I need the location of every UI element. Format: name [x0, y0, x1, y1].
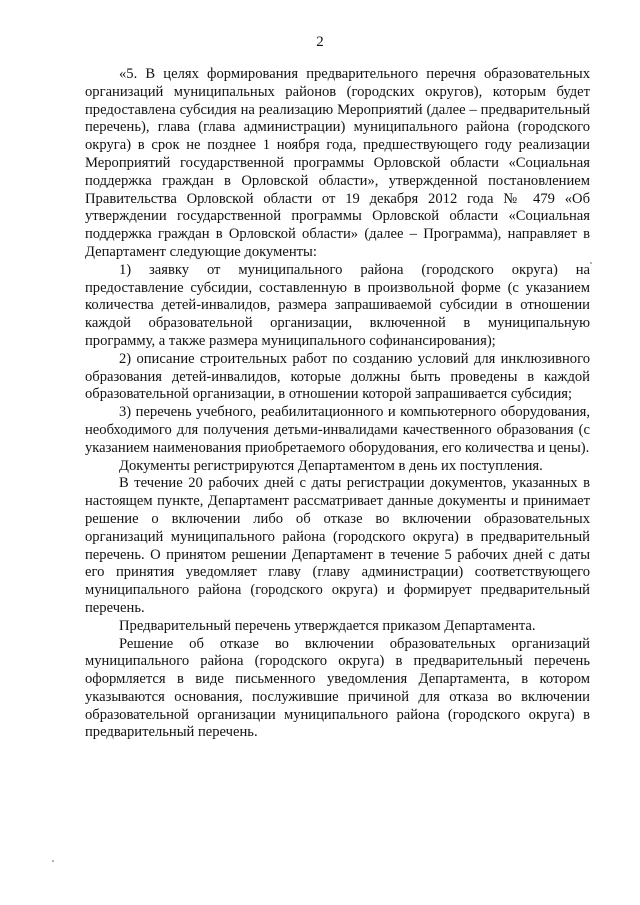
paragraph-registration: Документы регистрируются Департаментом в день их поступления.	[119, 457, 543, 474]
document-body	[85, 66, 590, 742]
scan-speck	[52, 860, 54, 862]
paragraph-approval: Предварительный перечень утверждается приказом Департамента.	[119, 617, 536, 634]
scan-speck	[590, 262, 592, 264]
paragraph-review-period: В течение 20 рабочих дней с даты регистрации документов, указанных в настоящем пункте, Департамент рассматривает данные документы и принимает решение о включении либо об отказе во включении образовательных организаций муниципального района (городского округа) в предварительный перечень. О принятом решении Департамент в течение 5 рабочих дней с даты его принятия уведомляет главу (главу администрации) соответствующего муниципального района (городского округа) и формирует предварительный перечень.	[85, 475, 590, 616]
paragraph-refusal: Решение об отказе во включении образовательных организаций муниципального района (городского округа) в предварительный перечень оформляется в виде письменного уведомления Департамента, в котором указываются основания, послужившие причиной для отказа во включении образовательной организации муниципального района (городского округа) в предварительный перечень.	[85, 635, 590, 741]
paragraph-list-item-1: 1) заявку от муниципального района (городского округа) на предоставление субсидии, составленную в произвольной форме (с указанием количества детей-инвалидов, размера запрашиваемой субсидии в отношении каждой образовательной организации, включенной в муниципальную программу, а также размера муниципального софинансирования);	[85, 261, 590, 349]
paragraph-list-item-2: 2) описание строительных работ по созданию условий для инклюзивного образования детей-инвалидов, которые должны быть проведены в каждой образовательной организации, в отношении которой запрашивается субсидия;	[85, 350, 590, 403]
paragraph-item-5-intro: «5. В целях формирования предварительного перечня образовательных организаций муниципальных районов (городских округов), которым будет предоставлена субсидия на реализацию Мероприятий (далее – предварительный перечень), глава (глава администрации) муниципального района (городского округа) в срок не позднее 1 ноября года, предшествующего году реализации Мероприятий государственной программы Орловской области «Социальная поддержка граждан в Орловской области», утвержденной постановлением Правительства Орловской области от 19 декабря 2012 года № 479 «Об утверждении государственной программы Орловской области «Социальная поддержка граждан в Орловской области» (далее – Программа), направляет в Департамент следующие документы:	[85, 66, 590, 260]
page-number: 2	[316, 34, 324, 50]
paragraph-list-item-3: 3) перечень учебного, реабилитационного и компьютерного оборудования, необходимого для получения детьми-инвалидами качественного образования (с указанием наименования приобретаемого оборудования, его количества и цены).	[85, 404, 590, 456]
